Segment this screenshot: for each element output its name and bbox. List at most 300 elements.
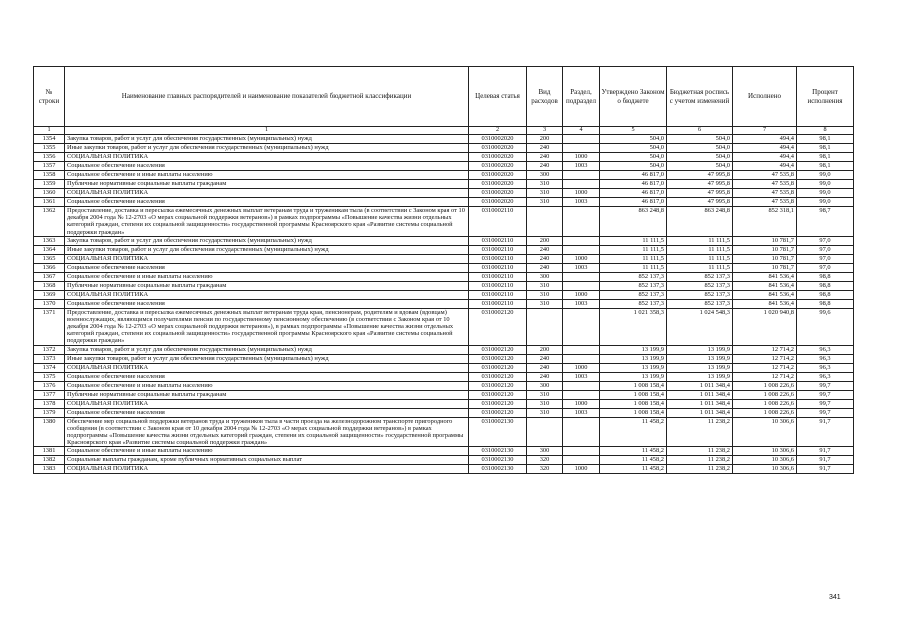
row-number: 1359 [34,180,65,189]
column-number: 6 [667,127,733,135]
executed-amount: 10 306,6 [733,417,797,447]
row-name: Социальное обеспечение населения [65,372,469,381]
percent-value: 91,7 [797,456,854,465]
target-article: 0310002120 [469,363,527,372]
table-row [34,447,854,456]
header-percent: Процент исполнения [797,67,854,127]
approved-amount: 11 458,2 [600,456,667,465]
budget-amount: 863 248,8 [667,207,733,237]
section-code [563,272,600,281]
budget-amount: 1 011 348,4 [667,408,733,417]
budget-amount: 13 199,9 [667,354,733,363]
target-article: 0310002020 [469,135,527,144]
expense-type: 240 [527,254,563,263]
budget-amount: 1 011 348,4 [667,390,733,399]
table-row [34,465,854,474]
budget-amount: 13 199,9 [667,363,733,372]
expense-type: 310 [527,198,563,207]
approved-amount: 13 199,9 [600,354,667,363]
row-number: 1381 [34,447,65,456]
target-article: 0310002110 [469,254,527,263]
section-code [563,390,600,399]
percent-value: 98,1 [797,135,854,144]
expense-type: 200 [527,135,563,144]
row-name: Иные закупки товаров, работ и услуг для обеспечения государственных (муниципальных) нужд [65,354,469,363]
table-row [34,263,854,272]
executed-amount: 852 318,1 [733,207,797,237]
target-article: 0310002110 [469,299,527,308]
section-code: 1003 [563,198,600,207]
table-row [34,308,854,345]
percent-value: 99,0 [797,198,854,207]
percent-value: 98,8 [797,299,854,308]
executed-amount: 10 781,7 [733,236,797,245]
column-number: 3 [527,127,563,135]
percent-value: 99,0 [797,189,854,198]
approved-amount: 13 199,9 [600,363,667,372]
section-code: 1000 [563,465,600,474]
row-name: СОЦИАЛЬНАЯ ПОЛИТИКА [65,189,469,198]
approved-amount: 852 137,3 [600,290,667,299]
expense-type: 240 [527,153,563,162]
section-code [563,171,600,180]
expense-type: 240 [527,162,563,171]
executed-amount: 10 781,7 [733,245,797,254]
executed-amount: 12 714,2 [733,345,797,354]
expense-type: 310 [527,408,563,417]
row-name: Социальное обеспечение населения [65,198,469,207]
budget-amount: 13 199,9 [667,372,733,381]
expense-type: 300 [527,171,563,180]
section-code [563,308,600,345]
target-article: 0310002130 [469,465,527,474]
row-number: 1373 [34,354,65,363]
row-number: 1366 [34,263,65,272]
approved-amount: 13 199,9 [600,345,667,354]
row-name: СОЦИАЛЬНАЯ ПОЛИТИКА [65,363,469,372]
expense-type [527,207,563,237]
budget-amount: 11 238,2 [667,465,733,474]
column-number: 8 [797,127,854,135]
header-name: Наименование главных распорядителей и наименование показателей бюджетной классификации [65,67,469,127]
table-row [34,189,854,198]
target-article: 0310002120 [469,372,527,381]
approved-amount: 504,0 [600,135,667,144]
table-row [34,207,854,237]
row-name: Социальные выплаты гражданам, кроме публичных нормативных социальных выплат [65,456,469,465]
header-budget-schedule: Бюджетная роспись с учетом изменений [667,67,733,127]
executed-amount: 841 536,4 [733,272,797,281]
header-target-article: Целевая статья [469,67,527,127]
table-row [34,299,854,308]
expense-type: 240 [527,372,563,381]
approved-amount: 11 458,2 [600,447,667,456]
approved-amount: 852 137,3 [600,272,667,281]
section-code [563,447,600,456]
row-number: 1368 [34,281,65,290]
section-code: 1003 [563,299,600,308]
section-code [563,456,600,465]
executed-amount: 12 714,2 [733,354,797,363]
approved-amount: 46 817,0 [600,189,667,198]
header-row [34,67,854,127]
approved-amount: 13 199,9 [600,372,667,381]
budget-amount: 1 011 348,4 [667,399,733,408]
row-name: Публичные нормативные социальные выплаты гражданам [65,180,469,189]
percent-value: 97,0 [797,254,854,263]
column-number: 1 [65,127,469,135]
executed-amount: 47 535,8 [733,180,797,189]
executed-amount: 494,4 [733,135,797,144]
budget-amount: 47 995,8 [667,180,733,189]
header-section: Раздел, подраздел [563,67,600,127]
section-code: 1000 [563,399,600,408]
row-name: Социальное обеспечение и иные выплаты населению [65,447,469,456]
approved-amount: 11 111,5 [600,254,667,263]
percent-value: 98,8 [797,281,854,290]
row-number: 1365 [34,254,65,263]
column-number: 2 [469,127,527,135]
target-article: 0310002020 [469,171,527,180]
percent-value: 99,7 [797,381,854,390]
approved-amount: 1 021 358,3 [600,308,667,345]
section-code: 1000 [563,153,600,162]
section-code [563,180,600,189]
row-name: Обеспечение мер социальной поддержки ветеранов труда и тружеников тыла в части проезда на железнодорожном транспорте пригородного сообщения (в соответствии с Законом края от 10 декабря 2004 года № 12-2703 «О мерах социальной поддержки ветеранов») в рамках подпрограммы «Повышение качества жизни отдельных категорий граждан, степени их социальной защищенности» государственной программы Красноярского края «Развитие системы социальной поддержки граждан» [65,417,469,447]
approved-amount: 504,0 [600,162,667,171]
row-number: 1362 [34,207,65,237]
table-row [34,198,854,207]
expense-type: 310 [527,290,563,299]
executed-amount: 494,4 [733,162,797,171]
section-code: 1000 [563,254,600,263]
target-article: 0310002110 [469,207,527,237]
row-number: 1355 [34,144,65,153]
row-name: Закупка товаров, работ и услуг для обеспечения государственных (муниципальных) нужд [65,236,469,245]
row-name: СОЦИАЛЬНАЯ ПОЛИТИКА [65,290,469,299]
row-number: 1369 [34,290,65,299]
section-code: 1000 [563,363,600,372]
percent-value: 98,1 [797,153,854,162]
table-row [34,162,854,171]
row-number: 1354 [34,135,65,144]
target-article: 0310002120 [469,354,527,363]
target-article: 0310002120 [469,399,527,408]
percent-value: 99,7 [797,408,854,417]
percent-value: 98,1 [797,144,854,153]
table-row [34,372,854,381]
executed-amount: 10 306,6 [733,465,797,474]
expense-type: 310 [527,281,563,290]
target-article: 0310002020 [469,144,527,153]
row-number: 1360 [34,189,65,198]
target-article: 0310002020 [469,189,527,198]
percent-value: 97,0 [797,236,854,245]
section-code: 1003 [563,162,600,171]
row-number: 1364 [34,245,65,254]
header-executed: Исполнено [733,67,797,127]
row-number: 1367 [34,272,65,281]
row-name: Публичные нормативные социальные выплаты гражданам [65,390,469,399]
table-body [34,135,854,474]
row-number: 1376 [34,381,65,390]
row-name: Социальное обеспечение населения [65,299,469,308]
table-row [34,408,854,417]
executed-amount: 1 008 226,6 [733,399,797,408]
row-name: Иные закупки товаров, работ и услуг для обеспечения государственных (муниципальных) нужд [65,245,469,254]
budget-amount: 11 238,2 [667,456,733,465]
target-article: 0310002110 [469,281,527,290]
table-row [34,363,854,372]
percent-value: 91,7 [797,447,854,456]
expense-type: 300 [527,272,563,281]
percent-value: 98,1 [797,162,854,171]
percent-value: 99,6 [797,308,854,345]
budget-amount: 47 995,8 [667,171,733,180]
target-article: 0310002110 [469,263,527,272]
budget-amount: 504,0 [667,135,733,144]
budget-amount: 11 238,2 [667,417,733,447]
table-row [34,456,854,465]
expense-type: 240 [527,363,563,372]
percent-value: 97,0 [797,263,854,272]
approved-amount: 504,0 [600,144,667,153]
target-article: 0310002130 [469,447,527,456]
header-expense-type: Вид расходов [527,67,563,127]
budget-amount: 47 995,8 [667,198,733,207]
table-row [34,144,854,153]
row-name: Социальное обеспечение населения [65,263,469,272]
executed-amount: 12 714,2 [733,363,797,372]
expense-type: 240 [527,144,563,153]
approved-amount: 504,0 [600,153,667,162]
table-row [34,171,854,180]
target-article: 0310002020 [469,162,527,171]
column-number-row [34,127,854,135]
row-name: Закупка товаров, работ и услуг для обеспечения государственных (муниципальных) нужд [65,135,469,144]
approved-amount: 852 137,3 [600,281,667,290]
section-code: 1003 [563,408,600,417]
row-number: 1382 [34,456,65,465]
executed-amount: 1 008 226,6 [733,390,797,399]
row-number: 1361 [34,198,65,207]
row-number: 1363 [34,236,65,245]
percent-value: 91,7 [797,465,854,474]
percent-value: 98,7 [797,207,854,237]
percent-value: 91,7 [797,417,854,447]
approved-amount: 11 111,5 [600,263,667,272]
row-number: 1383 [34,465,65,474]
executed-amount: 841 536,4 [733,299,797,308]
approved-amount: 46 817,0 [600,171,667,180]
target-article: 0310002120 [469,308,527,345]
executed-amount: 47 535,8 [733,198,797,207]
row-name: Социальное обеспечение и иные выплаты населению [65,272,469,281]
table-row [34,135,854,144]
executed-amount: 10 781,7 [733,263,797,272]
expense-type: 310 [527,390,563,399]
row-name: Предоставление, доставка и пересылка ежемесячных денежных выплат ветеранам труда и труженикам тыла (в соответствии с Законом края от 10 декабря 2004 года № 12-2703 «О мерах социальной поддержки ветеранов») в рамках подпрограммы «Повышение качества жизни отдельных категорий граждан, степени их социальной защищенности» государственной программы Красноярского края «Развитие системы социальной поддержки граждан» [65,207,469,237]
target-article: 0310002120 [469,345,527,354]
row-number: 1378 [34,399,65,408]
executed-amount: 841 536,4 [733,281,797,290]
table-row [34,417,854,447]
row-number: 1377 [34,390,65,399]
percent-value: 96,3 [797,363,854,372]
budget-amount: 1 011 348,4 [667,381,733,390]
executed-amount: 494,4 [733,153,797,162]
budget-amount: 47 995,8 [667,189,733,198]
percent-value: 99,7 [797,399,854,408]
executed-amount: 1 008 226,6 [733,381,797,390]
approved-amount: 46 817,0 [600,198,667,207]
column-number: 5 [600,127,667,135]
row-number: 1375 [34,372,65,381]
target-article: 0310002020 [469,153,527,162]
row-number: 1372 [34,345,65,354]
table-row [34,345,854,354]
expense-type: 240 [527,354,563,363]
section-code: 1000 [563,189,600,198]
table-row [34,354,854,363]
budget-amount: 852 137,3 [667,281,733,290]
percent-value: 96,3 [797,345,854,354]
percent-value: 96,3 [797,372,854,381]
section-code: 1000 [563,290,600,299]
budget-amount: 1 024 548,3 [667,308,733,345]
page-number: 341 [829,594,841,601]
row-number: 1371 [34,308,65,345]
target-article: 0310002120 [469,381,527,390]
section-code: 1003 [563,263,600,272]
section-code [563,381,600,390]
table-row [34,381,854,390]
executed-amount: 1 020 940,8 [733,308,797,345]
expense-type [527,308,563,345]
column-number: 7 [733,127,797,135]
budget-amount: 504,0 [667,162,733,171]
expense-type: 200 [527,345,563,354]
row-name: Социальное обеспечение и иные выплаты населению [65,381,469,390]
expense-type [527,417,563,447]
target-article: 0310002120 [469,390,527,399]
section-code [563,245,600,254]
executed-amount: 10 306,6 [733,456,797,465]
header-row-number: № строки [34,67,65,127]
approved-amount: 863 248,8 [600,207,667,237]
percent-value: 99,0 [797,180,854,189]
header-approved: Утверждено Законом о бюджете [600,67,667,127]
section-code [563,207,600,237]
approved-amount: 11 111,5 [600,245,667,254]
expense-type: 300 [527,447,563,456]
section-code [563,236,600,245]
row-name: СОЦИАЛЬНАЯ ПОЛИТИКА [65,254,469,263]
approved-amount: 46 817,0 [600,180,667,189]
target-article: 0310002110 [469,245,527,254]
executed-amount: 10 781,7 [733,254,797,263]
table-row [34,290,854,299]
row-name: СОЦИАЛЬНАЯ ПОЛИТИКА [65,465,469,474]
executed-amount: 47 535,8 [733,171,797,180]
executed-amount: 12 714,2 [733,372,797,381]
percent-value: 99,7 [797,390,854,399]
executed-amount: 494,4 [733,144,797,153]
executed-amount: 10 306,6 [733,447,797,456]
row-name: Социальное обеспечение населения [65,162,469,171]
row-name: Социальное обеспечение населения [65,408,469,417]
target-article: 0310002120 [469,408,527,417]
row-name: СОЦИАЛЬНАЯ ПОЛИТИКА [65,399,469,408]
budget-amount: 11 111,5 [667,236,733,245]
row-name: Иные закупки товаров, работ и услуг для обеспечения государственных (муниципальных) нужд [65,144,469,153]
table-row [34,153,854,162]
table-row [34,254,854,263]
executed-amount: 47 535,8 [733,189,797,198]
section-code [563,354,600,363]
approved-amount: 11 111,5 [600,236,667,245]
budget-amount: 504,0 [667,153,733,162]
percent-value: 99,0 [797,171,854,180]
row-number: 1356 [34,153,65,162]
row-number: 1374 [34,363,65,372]
expense-type: 310 [527,189,563,198]
table-row [34,399,854,408]
section-code: 1003 [563,372,600,381]
budget-amount: 11 111,5 [667,263,733,272]
target-article: 0310002110 [469,236,527,245]
approved-amount: 11 458,2 [600,465,667,474]
expense-type: 320 [527,456,563,465]
approved-amount: 852 137,3 [600,299,667,308]
table-row [34,390,854,399]
section-code [563,417,600,447]
column-number: 4 [563,127,600,135]
column-number: 1 [34,127,65,135]
row-number: 1379 [34,408,65,417]
expense-type: 320 [527,465,563,474]
table-row [34,245,854,254]
budget-table [33,66,854,474]
approved-amount: 1 008 158,4 [600,390,667,399]
row-number: 1358 [34,171,65,180]
budget-amount: 11 111,5 [667,245,733,254]
approved-amount: 11 458,2 [600,417,667,447]
approved-amount: 1 008 158,4 [600,399,667,408]
expense-type: 240 [527,263,563,272]
budget-amount: 13 199,9 [667,345,733,354]
target-article: 0310002130 [469,417,527,447]
expense-type: 240 [527,245,563,254]
target-article: 0310002020 [469,180,527,189]
section-code [563,144,600,153]
target-article: 0310002020 [469,198,527,207]
row-name: Социальное обеспечение и иные выплаты населению [65,171,469,180]
table-row [34,180,854,189]
target-article: 0310002110 [469,272,527,281]
table-row [34,236,854,245]
percent-value: 97,0 [797,245,854,254]
section-code [563,345,600,354]
expense-type: 310 [527,299,563,308]
executed-amount: 841 536,4 [733,290,797,299]
budget-amount: 852 137,3 [667,272,733,281]
budget-amount: 852 137,3 [667,290,733,299]
approved-amount: 1 008 158,4 [600,408,667,417]
budget-amount: 852 137,3 [667,299,733,308]
row-number: 1380 [34,417,65,447]
row-name: СОЦИАЛЬНАЯ ПОЛИТИКА [65,153,469,162]
